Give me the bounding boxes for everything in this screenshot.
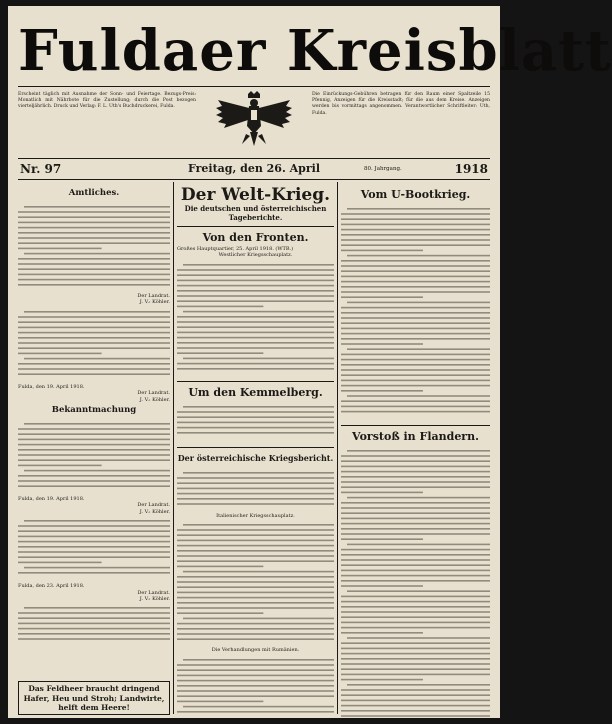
- text-line: [18, 274, 170, 276]
- text-line: [341, 390, 423, 392]
- place-date: Fulda, den 23. April 1918.: [18, 583, 85, 590]
- text-line: [347, 348, 490, 350]
- text-line: [177, 581, 334, 583]
- text-line: [341, 710, 490, 712]
- text-line: [341, 559, 490, 561]
- text-line: [18, 248, 102, 250]
- text-line: [347, 302, 490, 304]
- text-line: [18, 485, 170, 487]
- section-heading: Von den Fronten.: [202, 231, 309, 244]
- text-line: [183, 571, 334, 573]
- text-line: [177, 432, 334, 434]
- separator: [177, 381, 334, 382]
- text-line: [341, 538, 423, 540]
- text-line: [341, 291, 490, 293]
- text-line: [177, 352, 263, 354]
- text-line: [177, 421, 334, 423]
- text-line: [18, 459, 170, 461]
- text-line: [18, 465, 102, 467]
- text-line: [18, 352, 102, 354]
- text-line: [177, 321, 334, 323]
- text-line: [24, 311, 170, 313]
- text-line: [341, 705, 490, 707]
- text-line: [347, 544, 490, 546]
- signature-title: Der Landrat.: [137, 589, 170, 596]
- right-info-box: Die Einrückungs-Gebühren betragen für den Raum einer Spaltzeile 15 Pfennig, Anzeigen für die Kreisstadt; für die aus dem Kreise. Anzeigen werden bis vormittags angenommen. Verantwortlicher Schriftleiter: Uth, Fulda.: [312, 92, 490, 116]
- text-line: [177, 613, 263, 615]
- text-line: [347, 208, 490, 210]
- place-date: Fulda, den 19. April 1918.: [18, 383, 85, 390]
- place-date: Fulda, den 19. April 1918.: [18, 496, 85, 503]
- text-line: [183, 406, 334, 408]
- text-line: [18, 232, 170, 234]
- section-heading: Bekanntmachung: [51, 405, 137, 416]
- text-line: [18, 525, 170, 527]
- text-line: [177, 274, 334, 276]
- text-line: [24, 423, 170, 425]
- column-divider: [173, 182, 174, 714]
- text-line: [24, 253, 170, 255]
- text-line: [341, 460, 490, 462]
- text-line: [177, 305, 263, 307]
- text-line: [18, 551, 170, 553]
- text-line: [341, 492, 423, 494]
- text-line: [183, 264, 334, 266]
- text-line: [341, 596, 490, 598]
- text-line: [341, 296, 423, 298]
- text-line: [24, 470, 170, 472]
- separator: [177, 447, 334, 448]
- text-line: [341, 317, 490, 319]
- text-line: [347, 450, 490, 452]
- text-line: [341, 528, 490, 530]
- volume-number: 80. Jahrgang.: [364, 166, 402, 172]
- text-line: [341, 523, 490, 525]
- text-line: [341, 658, 490, 660]
- text-line: [177, 503, 334, 505]
- text-line: [341, 411, 490, 413]
- text-line: [18, 337, 170, 339]
- text-line: [341, 486, 490, 488]
- section-heading: Der österreichische Kriegsbericht.: [177, 452, 334, 463]
- text-line: [24, 206, 170, 208]
- text-line: [177, 477, 334, 479]
- text-line: [341, 455, 490, 457]
- text-line: [177, 269, 334, 271]
- text-line: [341, 481, 490, 483]
- text-line: [341, 606, 490, 608]
- text-line: [18, 633, 170, 635]
- text-line: [341, 260, 490, 262]
- text-line: [341, 322, 490, 324]
- text-line: [341, 512, 490, 514]
- text-line: [341, 281, 490, 283]
- theater-heading: Westlicher Kriegsschauplatz.: [218, 252, 293, 259]
- text-line: [177, 700, 263, 702]
- text-line: [341, 632, 423, 634]
- newspaper-page: [8, 6, 612, 718]
- text-line: [18, 531, 170, 533]
- text-line: [177, 550, 334, 552]
- text-line: [347, 395, 490, 397]
- text-line: [341, 616, 490, 618]
- text-line: [341, 668, 490, 670]
- text-line: [18, 454, 170, 456]
- text-line: [341, 679, 423, 681]
- text-line: [341, 354, 490, 356]
- text-line: [341, 549, 490, 551]
- text-line: [18, 363, 170, 365]
- text-line: [341, 312, 490, 314]
- text-line: [18, 428, 170, 430]
- text-line: [341, 369, 490, 371]
- text-line: [177, 427, 334, 429]
- text-line: [177, 639, 334, 641]
- text-line: [341, 244, 490, 246]
- text-line: [18, 536, 170, 538]
- text-line: [18, 541, 170, 543]
- text-line: [341, 359, 490, 361]
- text-line: [18, 279, 170, 281]
- text-line: [177, 566, 263, 568]
- text-line: [24, 607, 170, 609]
- text-line: [347, 684, 490, 686]
- text-line: [177, 695, 334, 697]
- column-war-report: [177, 186, 334, 714]
- text-line: [177, 607, 334, 609]
- left-info-box: Erscheint täglich mit Ausnahme der Sonn- und Feiertage. Bezugs-Preis: Monatlich mit Nährbote für die Zustellung; durch die Post bezogen vierteljährlich. Druck und Verlag: F. L. Uth's Buchdruckerei, Fulda.: [18, 92, 196, 110]
- text-line: [341, 642, 490, 644]
- text-line: [18, 373, 170, 375]
- signature-title: Der Landrat.: [137, 502, 170, 509]
- text-line: [177, 669, 334, 671]
- text-line: [341, 653, 490, 655]
- text-line: [177, 555, 334, 557]
- text-line: [341, 601, 490, 603]
- text-line: [18, 449, 170, 451]
- text-line: [341, 611, 490, 613]
- text-line: [18, 639, 170, 641]
- text-line: [341, 476, 490, 478]
- text-line: [177, 690, 334, 692]
- text-line: [177, 285, 334, 287]
- text-line: [341, 575, 490, 577]
- text-line: [177, 602, 334, 604]
- text-line: [183, 472, 334, 474]
- text-line: [18, 562, 102, 564]
- text-line: [177, 290, 334, 292]
- text-line: [18, 211, 170, 213]
- column-official-notices: [18, 186, 170, 678]
- text-block: [18, 517, 170, 577]
- text-line: [341, 585, 423, 587]
- text-line: [341, 570, 490, 572]
- text-line: [177, 597, 334, 599]
- text-line: [177, 487, 334, 489]
- text-line: [177, 493, 334, 495]
- text-line: [18, 332, 170, 334]
- text-line: [177, 633, 334, 635]
- text-line: [177, 587, 334, 589]
- text-line: [18, 342, 170, 344]
- text-block: [18, 604, 170, 644]
- text-line: [341, 502, 490, 504]
- text-line: [341, 406, 490, 408]
- text-line: [347, 497, 490, 499]
- text-line: [177, 347, 334, 349]
- text-line: [24, 567, 170, 569]
- text-line: [341, 250, 423, 252]
- text-line: [341, 564, 490, 566]
- text-line: [177, 540, 334, 542]
- text-line: [341, 276, 490, 278]
- text-line: [341, 239, 490, 241]
- text-line: [177, 498, 334, 500]
- text-line: [18, 321, 170, 323]
- separator: [177, 226, 334, 227]
- text-line: [341, 234, 490, 236]
- text-line: [18, 628, 170, 630]
- text-block: [177, 521, 334, 641]
- text-line: [347, 637, 490, 639]
- text-line: [341, 229, 490, 231]
- text-block: [18, 203, 170, 287]
- text-line: [183, 524, 334, 526]
- masthead-rule: [18, 86, 490, 87]
- text-line: [183, 659, 334, 661]
- text-line: [18, 613, 170, 615]
- text-line: [341, 554, 490, 556]
- text-line: [18, 433, 170, 435]
- text-line: [177, 416, 334, 418]
- text-line: [177, 331, 334, 333]
- text-block: [18, 420, 170, 490]
- text-line: [341, 343, 423, 345]
- text-block: [177, 656, 334, 716]
- text-line: [341, 338, 490, 340]
- text-line: [18, 242, 170, 244]
- text-line: [347, 590, 490, 592]
- text-line: [341, 466, 490, 468]
- text-line: [341, 518, 490, 520]
- text-line: [177, 300, 334, 302]
- text-block: [177, 403, 334, 437]
- text-line: [341, 270, 490, 272]
- text-line: [341, 328, 490, 330]
- text-line: [183, 705, 334, 707]
- signature-name: J. V.: Köhler.: [139, 396, 170, 403]
- text-line: [177, 295, 334, 297]
- text-line: [341, 663, 490, 665]
- text-line: [341, 265, 490, 267]
- text-line: [177, 592, 334, 594]
- text-line: [341, 286, 490, 288]
- text-line: [341, 715, 490, 717]
- text-block: [177, 469, 334, 507]
- text-line: [24, 520, 170, 522]
- text-line: [18, 316, 170, 318]
- column-submarine-war: [341, 186, 490, 714]
- text-line: [341, 224, 490, 226]
- text-line: [177, 326, 334, 328]
- text-line: [18, 284, 170, 286]
- text-line: [341, 694, 490, 696]
- text-line: [18, 227, 170, 229]
- text-line: [341, 400, 490, 402]
- text-line: [18, 368, 170, 370]
- text-block: [341, 447, 490, 717]
- main-subheadline: Die deutschen und österreichischen Tageberichte.: [184, 204, 327, 222]
- text-line: [341, 307, 490, 309]
- text-line: [177, 316, 334, 318]
- report-dateline: Großes Hauptquartier, 25. April 1918. (WTB.): [177, 246, 294, 252]
- advertisement-box: Das Feldheer braucht dringend Hafer, Heu und Stroh; Landwirte, helft dem Heere!: [18, 681, 170, 715]
- text-line: [18, 268, 170, 270]
- text-line: [18, 216, 170, 218]
- text-line: [177, 482, 334, 484]
- text-line: [341, 533, 490, 535]
- text-line: [341, 374, 490, 376]
- section-heading: Um den Kemmelberg.: [188, 385, 323, 399]
- issue-number: Nr. 97: [20, 162, 62, 176]
- text-line: [18, 618, 170, 620]
- signature-title: Der Landrat.: [137, 293, 170, 299]
- text-line: [18, 623, 170, 625]
- signature-name: J. V.: Köhler.: [139, 299, 170, 306]
- signature-name: J. V.: Köhler.: [139, 596, 170, 603]
- text-line: [177, 711, 334, 713]
- dateline: [18, 161, 490, 177]
- text-line: [18, 557, 170, 559]
- separator: [341, 425, 490, 426]
- text-line: [177, 535, 334, 537]
- eagle-icon: [212, 90, 296, 152]
- text-line: [177, 674, 334, 676]
- text-line: [177, 368, 334, 370]
- text-line: [341, 364, 490, 366]
- text-line: [18, 222, 170, 224]
- text-line: [177, 545, 334, 547]
- text-line: [341, 622, 490, 624]
- text-line: [18, 258, 170, 260]
- text-line: [341, 674, 490, 676]
- text-line: [18, 480, 170, 482]
- text-block: [177, 261, 334, 371]
- text-line: [18, 546, 170, 548]
- text-line: [177, 342, 334, 344]
- text-line: [341, 380, 490, 382]
- column-divider: [337, 182, 338, 714]
- text-line: [183, 357, 334, 359]
- text-line: [177, 279, 334, 281]
- text-line: [18, 439, 170, 441]
- text-line: [177, 679, 334, 681]
- text-line: [18, 475, 170, 477]
- text-line: [18, 326, 170, 328]
- text-line: [341, 385, 490, 387]
- text-line: [177, 411, 334, 413]
- text-line: [177, 363, 334, 365]
- text-line: [183, 311, 334, 313]
- text-line: [341, 213, 490, 215]
- text-line: [341, 580, 490, 582]
- dateline-top-rule: [18, 158, 490, 159]
- text-line: [177, 628, 334, 630]
- masthead-title: Fuldaer Kreisblatt: [18, 18, 612, 84]
- main-headline: Der Welt-Krieg.: [180, 185, 331, 205]
- theater-heading: Die Verhandlungen mit Rumänien.: [211, 647, 300, 654]
- text-line: [177, 529, 334, 531]
- text-line: [347, 255, 490, 257]
- text-line: [341, 689, 490, 691]
- text-line: [177, 561, 334, 563]
- section-heading: Amtliches.: [68, 188, 120, 198]
- text-line: [24, 358, 170, 360]
- text-line: [183, 618, 334, 620]
- text-block: [18, 308, 170, 378]
- section-heading: Vorstoß in Flandern.: [352, 430, 479, 443]
- text-line: [341, 218, 490, 220]
- text-line: [177, 685, 334, 687]
- text-line: [341, 700, 490, 702]
- signature-title: Der Landrat.: [137, 390, 170, 397]
- issue-date: Freitag, den 26. April: [187, 162, 320, 175]
- text-line: [341, 507, 490, 509]
- text-line: [18, 237, 170, 239]
- signature-name: J. V.: Köhler.: [139, 508, 170, 515]
- issue-year: 1918: [454, 162, 488, 176]
- text-line: [177, 623, 334, 625]
- text-line: [341, 648, 490, 650]
- text-line: [177, 664, 334, 666]
- text-line: [18, 444, 170, 446]
- text-line: [18, 263, 170, 265]
- theater-heading: Italienischer Kriegsschauplatz.: [216, 512, 295, 519]
- text-line: [341, 333, 490, 335]
- text-line: [341, 627, 490, 629]
- dateline-bottom-rule: [18, 179, 490, 180]
- section-heading: Vom U-Bootkrieg.: [360, 188, 471, 201]
- text-block: [341, 205, 490, 415]
- text-line: [341, 471, 490, 473]
- text-line: [177, 337, 334, 339]
- text-line: [18, 347, 170, 349]
- text-line: [177, 576, 334, 578]
- text-line: [18, 572, 170, 574]
